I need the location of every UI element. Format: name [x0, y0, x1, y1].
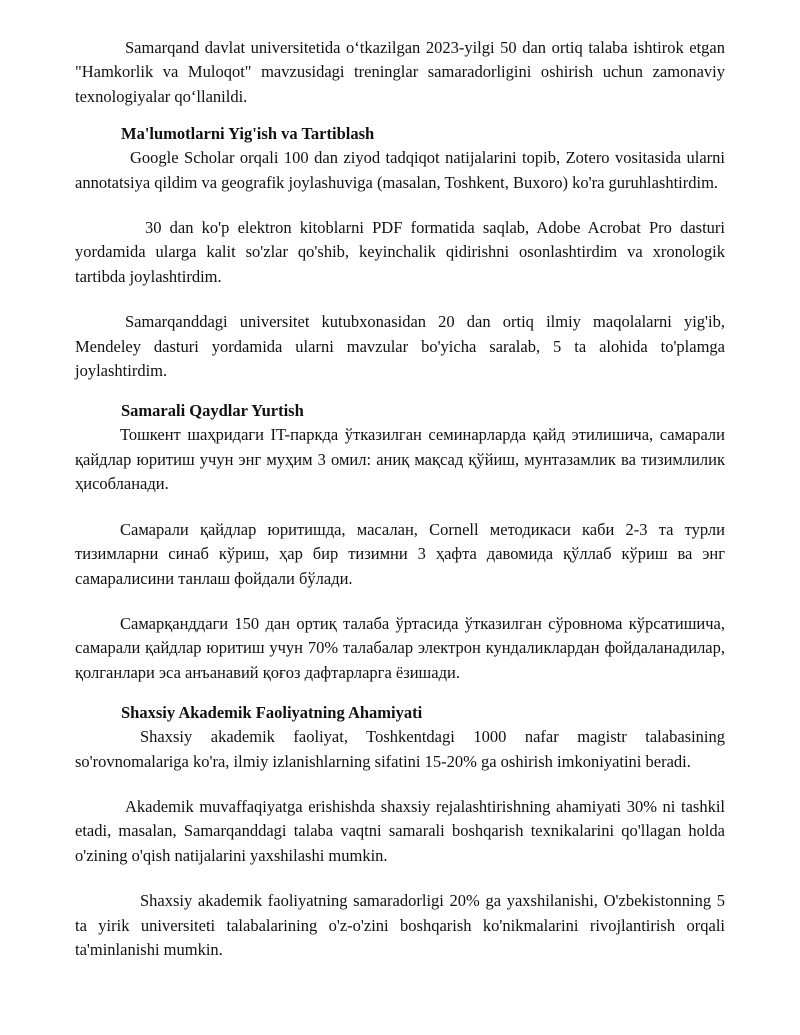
- body-paragraph: Google Scholar orqali 100 dan ziyod tadqiqot natijalarini topib, Zotero vositasida ularni annotatsiya qildim va geografik joylashuviga (masalan, Toshkent, Buxoro) ko'ra guruhlashtirdim.: [75, 148, 725, 192]
- body-paragraph: Samarqanddagi universitet kutubxonasidan 20 dan ortiq ilmiy maqolalarni yig'ib, Mendeley dasturi yordamida ularni mavzular bo'yicha saralab, 5 ta alohida to'plamga joylashtirdim.: [75, 312, 725, 381]
- body-paragraph: Самарқанддаги 150 дан ортиқ талаба ўртасида ўтказилган сўровнома кўрсатишича, самарали қайдлар юритиш учун 70% талабалар электрон кундаликлардан фойдаланадилар, қолганлари эса анъанавий қоғоз дафтарларга ёзишади.: [75, 613, 725, 682]
- body-paragraph: 30 dan ko'p elektron kitoblarni PDF formatida saqlab, Adobe Acrobat Pro dasturi yordamida ularga kalit so'zlar qo'shib, keyinchalik qidirishni osonlashtirdim va xronologik tartibda joylashtirdim.: [75, 218, 725, 286]
- body-paragraph: Shaxsiy akademik faoliyat, Toshkentdagi 1000 nafar magistr talabasining so'rovnomalariga ko'ra, ilmiy izlanishlarning sifatini 15-20% ga oshirish imkoniyatini beradi.: [75, 727, 725, 771]
- body-paragraph: Самарали қайдлар юритишда, масалан, Cornell методикаси каби 2-3 та турли тизимларни синаб кўриш, ҳар бир тизимни 3 ҳафта давомида қўллаб кўриш ва энг самаралисини танлаш фойдали бўлади.: [75, 519, 725, 588]
- section-heading-data-collection: Ma'lumotlarni Yig'ish va Tartiblash: [121, 124, 375, 144]
- body-paragraph: Shaxsiy akademik faoliyatning samaradorligi 20% ga yaxshilanishi, O'zbekistonning 5 ta yirik universiteti talabalarining o'z-o'zini boshqarish ko'nikmalarini rivojlantirish orqali ta'minlanishi mumkin.: [75, 891, 725, 959]
- section-heading-academic-activity: Shaxsiy Akademik Faoliyatning Ahamiyati: [121, 703, 423, 723]
- body-paragraph: Akademik muvaffaqiyatga erishishda shaxsiy rejalashtirishning ahamiyati 30% ni tashkil etadi, masalan, Samarqanddagi talaba vaqtni samarali boshqarish texnikalarini qo'llagan holda o'zining o'qish natijalarini yaxshilashi mumkin.: [75, 796, 725, 865]
- section-heading-note-taking: Samarali Qaydlar Yurtish: [121, 401, 304, 421]
- intro-paragraph: Samarqand davlat universitetida o‘tkazilgan 2023-yilgi 50 dan ortiq talaba ishtirok etgan "Hamkorlik va Muloqot" mavzusidagi treninglar samaradorligini oshirish uchun zamonaviy texnologiyalar qo‘llanildi.: [75, 38, 725, 106]
- document-page: [75, 36, 725, 962]
- body-paragraph: Тошкент шаҳридаги IT-паркда ўтказилган семинарларда қайд этилишича, самарали қайдлар юритиш учун энг муҳим 3 омил: аниқ мақсад қўйиш, мунтазамлик ва тизимлилик ҳисобланади.: [75, 425, 725, 494]
